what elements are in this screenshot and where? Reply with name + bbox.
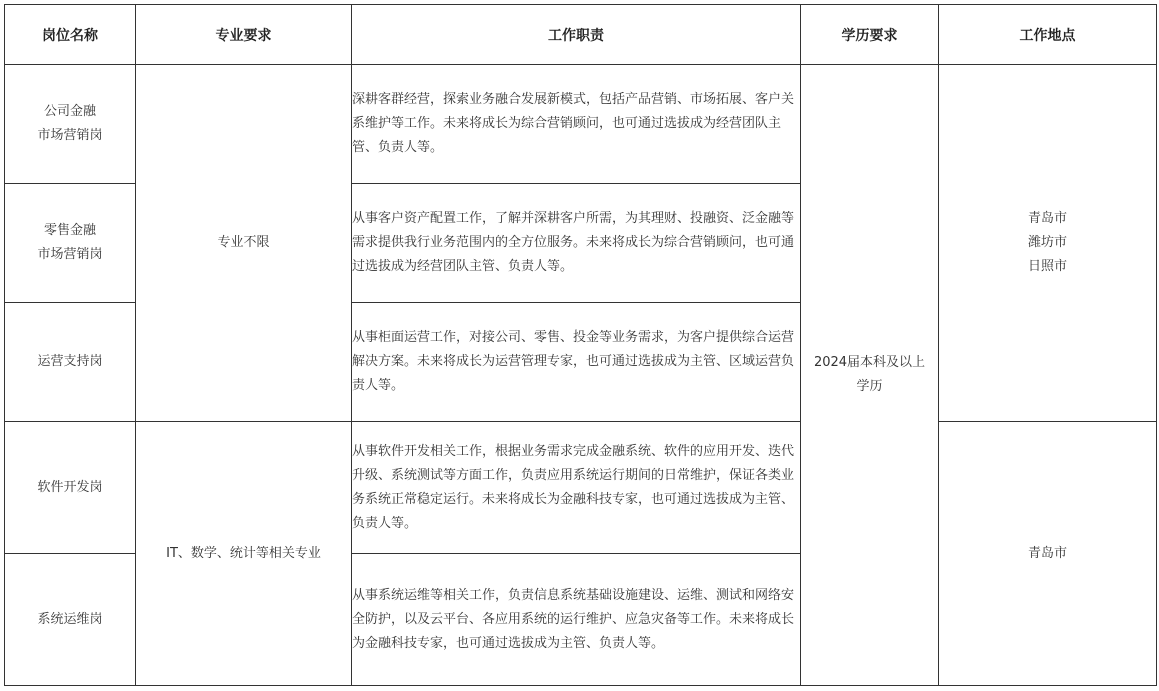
major-cell: IT、数学、统计等相关专业 [136,422,352,686]
location-city: 日照市 [1027,259,1067,274]
location-cell [939,65,1157,422]
duties-cell: 从事柜面运营工作，对接公司、零售、投金等业务需求，为客户提供综合运营解决方案。未来将成长为运营管理专家，也可通过选拔成为主管、区域运营负责人等。 [352,303,801,422]
job-positions-table [4,4,1157,686]
position-name-line: 零售金融 [43,223,96,238]
location-city: 潍坊市 [1027,235,1067,250]
table-header-row [5,5,1157,65]
position-name-line: 软件开发岗 [37,479,103,495]
position-cell [5,554,136,686]
table-row [5,65,1157,184]
header-education: 学历要求 [801,5,939,65]
header-duties: 工作职责 [352,5,801,65]
header-major: 专业要求 [136,5,352,65]
header-position: 岗位名称 [5,5,136,65]
position-name-line: 系统运维岗 [37,611,103,627]
position-cell [5,422,136,554]
education-line: 学历 [856,379,883,394]
position-cell [5,184,136,303]
location-cell [939,422,1157,686]
education-cell [801,65,939,686]
position-name-line: 公司金融 [43,104,96,119]
header-location: 工作地点 [939,5,1157,65]
duties-cell: 深耕客群经营，探索业务融合发展新模式，包括产品营销、市场拓展、客户关系维护等工作。未来将成长为综合营销顾问，也可通过选拔成为经营团队主管、负责人等。 [352,65,801,184]
position-name-line: 运营支持岗 [37,354,103,369]
location-city: 青岛市 [1027,545,1067,561]
duties-cell: 从事软件开发相关工作，根据业务需求完成金融系统、软件的应用开发、迭代升级、系统测试等方面工作，负责应用系统运行期间的日常维护，保证各类业务系统正常稳定运行。未来将成长为金融科技专家，也可通过选拔成为主管、负责人等。 [352,422,801,554]
position-cell [5,65,136,184]
duties-cell: 从事系统运维等相关工作，负责信息系统基础设施建设、运维、测试和网络安全防护，以及云平台、各应用系统的运行维护、应急灾备等工作。未来将成长为金融科技专家，也可通过选拔成为主管、负责人等。 [352,554,801,686]
duties-cell: 从事客户资产配置工作，了解并深耕客户所需，为其理财、投融资、泛金融等需求提供我行业务范围内的全方位服务。未来将成长为综合营销顾问，也可通过选拔成为经营团队主管、负责人等。 [352,184,801,303]
position-cell [5,303,136,422]
education-line: 2024届本科及以上 [813,355,926,370]
location-city: 青岛市 [1027,211,1067,226]
position-name-line: 市场营销岗 [37,247,103,262]
major-cell: 专业不限 [136,65,352,422]
position-name-line: 市场营销岗 [37,128,103,143]
table-row [5,422,1157,554]
